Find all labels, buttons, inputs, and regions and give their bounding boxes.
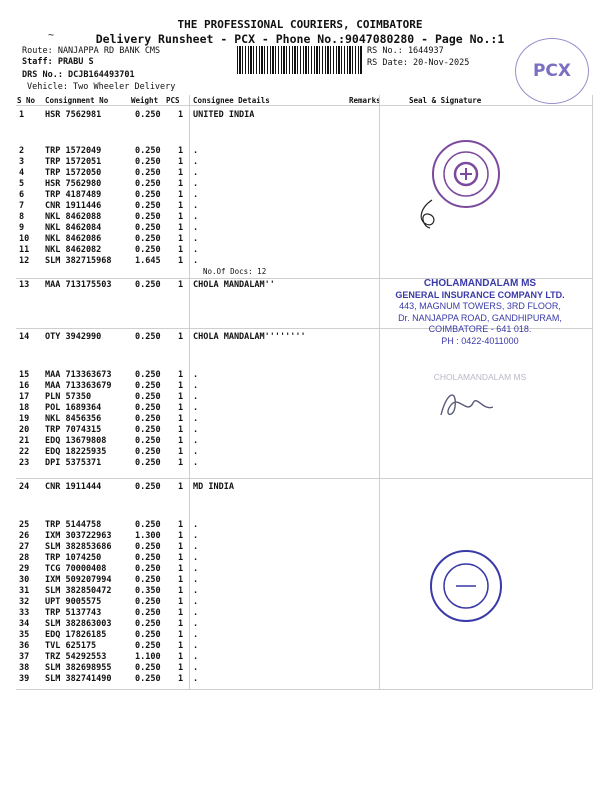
row-pcs: 1 [178, 630, 184, 640]
row-consignment-no: TRP 5137743 [45, 608, 102, 618]
row-consignee-mark: . [193, 179, 199, 189]
runsheet-title: Delivery Runsheet - PCX - Phone No.:9047080280 - Page No.:1 [95, 32, 505, 46]
row-consignee-mark: . [193, 597, 199, 607]
row-pcs: 1 [178, 447, 184, 457]
col-remarks: Remarks [349, 96, 381, 105]
pcx-stamp: PCX [515, 38, 589, 104]
row-consignee-mark: . [193, 190, 199, 200]
row-consignment-no: DPI 5375371 [45, 458, 102, 468]
row-consignment-no: SLM 382698955 [45, 663, 112, 673]
row-sno: 26 [19, 531, 30, 541]
rs-number: RS No.: 1644937 [367, 46, 444, 56]
row-sno: 23 [19, 458, 30, 468]
row-consignee-mark: . [193, 256, 199, 266]
row-consignment-no: SLM 382741490 [45, 674, 112, 684]
row-pcs: 1 [178, 392, 184, 402]
row-consignment-no: TVL 625175 [45, 641, 97, 651]
row-consignee-mark: . [193, 436, 199, 446]
row-pcs: 1 [178, 597, 184, 607]
row-weight: 0.250 [135, 234, 161, 244]
row-consignment-no: SLM 382715968 [45, 256, 112, 266]
row-sno: 7 [19, 201, 25, 211]
row-consignment-no: EDQ 13679808 [45, 436, 107, 446]
row-consignment-no: NKL 8462088 [45, 212, 102, 222]
row-pcs: 1 [178, 542, 184, 552]
row-weight: 0.250 [135, 436, 161, 446]
row-weight: 0.250 [135, 641, 161, 651]
row-sno: 31 [19, 586, 30, 596]
row-sno: 36 [19, 641, 30, 651]
chola-address-stamp: CHOLAMANDALAM MS GENERAL INSURANCE COMPANY LTD. 443, MAGNUM TOWERS, 3RD FLOOR, Dr. NANJAPPA ROAD, GANDHIPURAM, COIMBATORE - 641 018. PH : 0422-4011000 [395, 278, 565, 346]
row-pcs: 1 [178, 280, 184, 290]
row-sno: 15 [19, 370, 30, 380]
row-sno: 25 [19, 520, 30, 530]
row-consignment-no: TRP 5144758 [45, 520, 102, 530]
row-consignment-no: CNR 1911446 [45, 201, 102, 211]
row-consignment-no: UPT 9005575 [45, 597, 102, 607]
col-weight: Weight [131, 96, 159, 105]
row-pcs: 1 [178, 146, 184, 156]
row-sno: 12 [19, 256, 30, 266]
row-consignee-mark: . [193, 234, 199, 244]
row-consignee-mark: . [193, 157, 199, 167]
row-consignment-no: POL 1689364 [45, 403, 102, 413]
staff-label: Staff: PRABU S [22, 57, 94, 67]
row-weight: 0.250 [135, 381, 161, 391]
row-pcs: 1 [178, 414, 184, 424]
row-sno: 35 [19, 630, 30, 640]
table-bottom-rule [16, 689, 592, 690]
row-weight: 0.250 [135, 619, 161, 629]
row-sno: 33 [19, 608, 30, 618]
row-pcs: 1 [178, 553, 184, 563]
row-consignment-no: TRZ 54292553 [45, 652, 107, 662]
row-pcs: 1 [178, 179, 184, 189]
row-consignment-no: TRP 1572051 [45, 157, 102, 167]
row-weight: 0.250 [135, 212, 161, 222]
row-consignee-mark: . [193, 564, 199, 574]
signature-chola [433, 385, 503, 425]
row-consignee-mark: . [193, 212, 199, 222]
row-weight: 0.250 [135, 332, 161, 342]
row-pcs: 1 [178, 256, 184, 266]
row-sno: 29 [19, 564, 30, 574]
row-weight: 0.250 [135, 392, 161, 402]
row-pcs: 1 [178, 531, 184, 541]
row-sno: 3 [19, 157, 25, 167]
row-sno: 16 [19, 381, 30, 391]
row-pcs: 1 [178, 223, 184, 233]
row-weight: 0.250 [135, 157, 161, 167]
row-consignment-no: TRP 7074315 [45, 425, 102, 435]
row-sno: 24 [19, 482, 30, 492]
row-consignment-no: PLN 57350 [45, 392, 92, 402]
row-pcs: 1 [178, 619, 184, 629]
row-pcs: 1 [178, 212, 184, 222]
row-consignment-no: NKL 8462082 [45, 245, 102, 255]
row-consignee-mark: . [193, 414, 199, 424]
row-consignee-mark: . [193, 542, 199, 552]
row-weight: 0.250 [135, 575, 161, 585]
row-consignee-mark: . [193, 381, 199, 391]
row-weight: 0.250 [135, 414, 161, 424]
row-pcs: 1 [178, 520, 184, 530]
row-consignee: CHOLA MANDALAM'' [193, 280, 275, 290]
route-label: Route: NANJAPPA RD BANK CMS [22, 46, 161, 56]
row-pcs: 1 [178, 201, 184, 211]
row-consignee-mark: . [193, 425, 199, 435]
row-consignee-mark: . [193, 630, 199, 640]
row-weight: 0.250 [135, 223, 161, 233]
row-consignment-no: TRP 1572049 [45, 146, 102, 156]
row-weight: 0.250 [135, 553, 161, 563]
col-pcs: PCS [166, 96, 180, 105]
row-sno: 6 [19, 190, 25, 200]
col-consignment: Consignment No [45, 96, 109, 105]
row-weight: 0.250 [135, 520, 161, 530]
row-weight: 0.250 [135, 245, 161, 255]
row-weight: 0.250 [135, 403, 161, 413]
row-consignment-no: SLM 382863003 [45, 619, 112, 629]
row-consignment-no: TRP 4187489 [45, 190, 102, 200]
rs-date: RS Date: 20-Nov-2025 [367, 58, 470, 68]
row-pcs: 1 [178, 482, 184, 492]
row-sno: 30 [19, 575, 30, 585]
row-consignee-mark: . [193, 674, 199, 684]
row-pcs: 1 [178, 110, 184, 120]
row-weight: 0.250 [135, 190, 161, 200]
row-consignee-mark: . [193, 392, 199, 402]
row-pcs: 1 [178, 245, 184, 255]
row-consignee-mark: . [193, 553, 199, 563]
row-weight: 0.250 [135, 630, 161, 640]
row-consignee: UNITED INDIA [193, 110, 255, 120]
col-sno: S No [17, 96, 36, 105]
row-sno: 28 [19, 553, 30, 563]
row-weight: 0.250 [135, 482, 161, 492]
row-consignment-no: NKL 8462086 [45, 234, 102, 244]
row-pcs: 1 [178, 436, 184, 446]
row-pcs: 1 [178, 641, 184, 651]
row-pcs: 1 [178, 652, 184, 662]
col-consignee: Consignee Details [193, 96, 270, 105]
row-pcs: 1 [178, 663, 184, 673]
row-weight: 1.645 [135, 256, 161, 266]
group-divider [16, 478, 592, 479]
row-sno: 10 [19, 234, 30, 244]
row-sno: 27 [19, 542, 30, 552]
row-consignment-no: SLM 382850472 [45, 586, 112, 596]
row-pcs: 1 [178, 234, 184, 244]
row-sno: 13 [19, 280, 30, 290]
row-weight: 0.250 [135, 564, 161, 574]
row-sno: 11 [19, 245, 30, 255]
row-sno: 5 [19, 179, 25, 189]
row-weight: 0.250 [135, 458, 161, 468]
row-consignee-mark: . [193, 619, 199, 629]
row-sno: 22 [19, 447, 30, 457]
row-weight: 0.250 [135, 280, 161, 290]
row-weight: 0.250 [135, 663, 161, 673]
row-consignment-no: TRP 1572050 [45, 168, 102, 178]
row-pcs: 1 [178, 381, 184, 391]
row-weight: 0.250 [135, 597, 161, 607]
row-weight: 0.350 [135, 586, 161, 596]
header-rule [16, 105, 592, 106]
row-pcs: 1 [178, 370, 184, 380]
row-weight: 0.250 [135, 201, 161, 211]
row-consignee-mark: . [193, 201, 199, 211]
row-sno: 20 [19, 425, 30, 435]
drs-number: DRS No.: DCJB164493701 [22, 70, 135, 80]
row-consignment-no: MAA 713175503 [45, 280, 112, 290]
row-sno: 4 [19, 168, 25, 178]
row-sno: 38 [19, 663, 30, 673]
row-pcs: 1 [178, 674, 184, 684]
row-weight: 0.250 [135, 608, 161, 618]
row-weight: 0.250 [135, 179, 161, 189]
vehicle-label: Vehicle: Two Wheeler Delivery [27, 82, 176, 92]
row-consignee-mark: . [193, 652, 199, 662]
mdindia-seal [428, 548, 504, 624]
row-sno: 19 [19, 414, 30, 424]
row-consignee: CHOLA MANDALAM'''''''' [193, 332, 306, 342]
row-pcs: 1 [178, 190, 184, 200]
row-consignee-mark: . [193, 403, 199, 413]
row-consignment-no: NKL 8456356 [45, 414, 102, 424]
row-consignment-no: TCG 70000408 [45, 564, 107, 574]
row-sno: 9 [19, 223, 25, 233]
row-consignment-no: MAA 713363679 [45, 381, 112, 391]
row-consignee-mark: . [193, 608, 199, 618]
row-sno: 18 [19, 403, 30, 413]
row-weight: 0.250 [135, 447, 161, 457]
row-consignee-mark: . [193, 641, 199, 651]
row-sno: 21 [19, 436, 30, 446]
row-consignee: MD INDIA [193, 482, 234, 492]
row-weight: 0.250 [135, 168, 161, 178]
no-of-docs: No.Of Docs: 12 [203, 267, 267, 276]
row-weight: 0.250 [135, 110, 161, 120]
row-consignment-no: TRP 1074250 [45, 553, 102, 563]
row-weight: 0.250 [135, 425, 161, 435]
row-consignment-no: SLM 382853686 [45, 542, 112, 552]
row-pcs: 1 [178, 564, 184, 574]
row-pcs: 1 [178, 575, 184, 585]
row-consignee-mark: . [193, 586, 199, 596]
row-consignment-no: EDQ 18225935 [45, 447, 107, 457]
row-consignment-no: OTY 3942990 [45, 332, 102, 342]
row-sno: 8 [19, 212, 25, 222]
row-consignment-no: HSR 7562980 [45, 179, 102, 189]
row-consignee-mark: . [193, 223, 199, 233]
row-pcs: 1 [178, 458, 184, 468]
row-sno: 34 [19, 619, 30, 629]
barcode [237, 46, 363, 74]
row-consignee-mark: . [193, 447, 199, 457]
row-consignment-no: IXM 303722963 [45, 531, 112, 541]
row-pcs: 1 [178, 425, 184, 435]
row-consignment-no: MAA 713363673 [45, 370, 112, 380]
row-consignment-no: IXM 509207994 [45, 575, 112, 585]
row-weight: 0.250 [135, 674, 161, 684]
row-consignment-no: CNR 1911444 [45, 482, 102, 492]
row-sno: 39 [19, 674, 30, 684]
column-divider [189, 95, 190, 689]
row-sno: 2 [19, 146, 25, 156]
row-consignee-mark: . [193, 168, 199, 178]
row-sno: 17 [19, 392, 30, 402]
row-consignee-mark: . [193, 575, 199, 585]
faded-chola-stamp: CHOLAMANDALAM MS [433, 372, 527, 382]
signature-united-india [414, 198, 444, 230]
row-pcs: 1 [178, 157, 184, 167]
row-pcs: 1 [178, 403, 184, 413]
row-sno: 1 [19, 110, 25, 120]
row-pcs: 1 [178, 586, 184, 596]
row-consignee-mark: . [193, 370, 199, 380]
row-consignment-no: NKL 8462084 [45, 223, 102, 233]
row-sno: 37 [19, 652, 30, 662]
row-consignee-mark: . [193, 663, 199, 673]
row-consignee-mark: . [193, 146, 199, 156]
row-consignee-mark: . [193, 245, 199, 255]
row-pcs: 1 [178, 168, 184, 178]
row-pcs: 1 [178, 608, 184, 618]
corner-mark: ~ [48, 30, 55, 41]
company-title: THE PROFESSIONAL COURIERS, COIMBATORE [177, 18, 423, 31]
row-weight: 0.250 [135, 146, 161, 156]
row-consignment-no: EDQ 17826185 [45, 630, 107, 640]
row-weight: 1.100 [135, 652, 161, 662]
row-pcs: 1 [178, 332, 184, 342]
row-consignee-mark: . [193, 520, 199, 530]
col-seal: Seal & Signature [409, 96, 482, 105]
row-sno: 32 [19, 597, 30, 607]
row-weight: 0.250 [135, 370, 161, 380]
row-weight: 1.300 [135, 531, 161, 541]
row-consignee-mark: . [193, 531, 199, 541]
row-consignee-mark: . [193, 458, 199, 468]
column-divider [592, 95, 593, 689]
row-sno: 14 [19, 332, 30, 342]
row-weight: 0.250 [135, 542, 161, 552]
row-consignment-no: HSR 7562981 [45, 110, 102, 120]
